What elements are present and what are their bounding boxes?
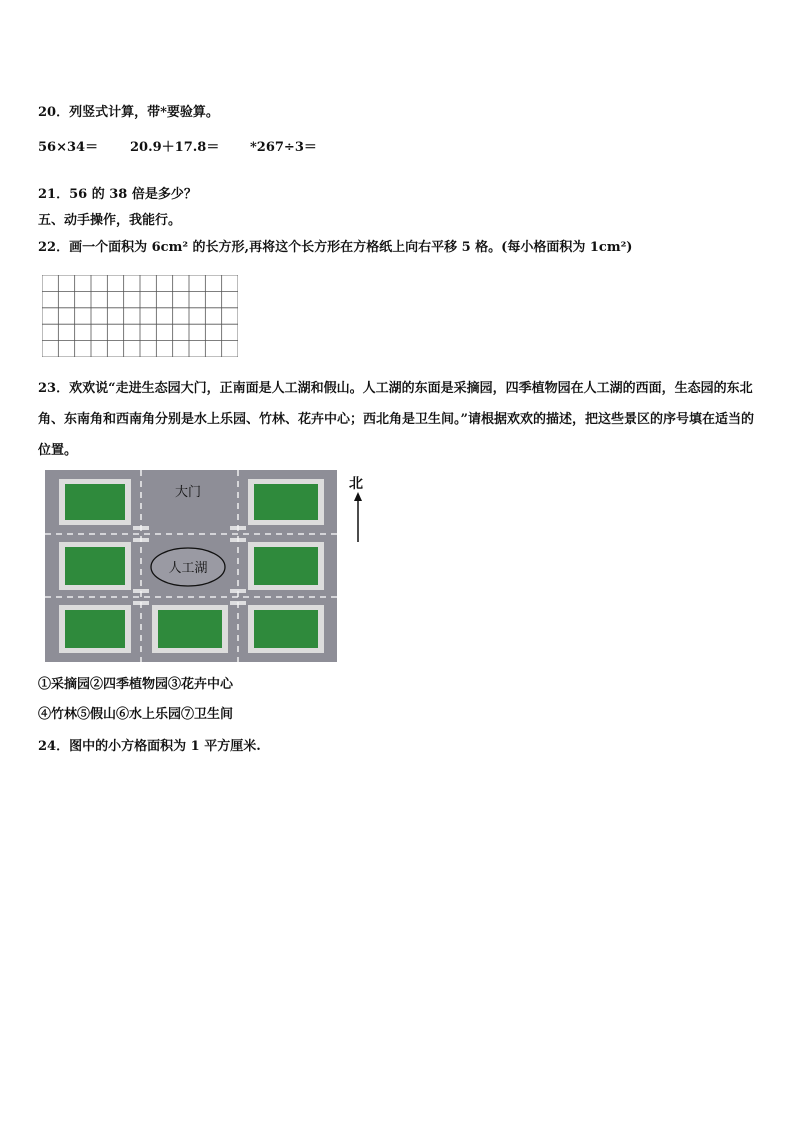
q23-options-line1: ①采摘园②四季植物园③花卉中心 <box>38 677 234 692</box>
q20-item-1: 56×34＝ <box>38 140 99 155</box>
q23-options-line2: ④竹林⑤假山⑥水上乐园⑦卫生间 <box>38 707 234 722</box>
park-map <box>45 470 337 662</box>
q23-text: 23．欢欢说“走进生态园大门，正南面是人工湖和假山。人工湖的东面是采摘园，四季植物园在人工湖的西面，生态园的东北角、东南角和西南角分别是水上乐园、竹林、花卉中心；西北角是卫生间。”请根据欢欢的描述，把这些景区的序号填在适当的位置。 <box>38 381 754 458</box>
lake-label: 人工湖 <box>168 561 208 576</box>
q21-title: 21．56 的 38 倍是多少？ <box>38 187 197 202</box>
garden-block-nw <box>59 479 131 525</box>
q20-item-3: *267÷3＝ <box>250 140 317 155</box>
q24-title: 24．图中的小方格面积为 1 平方厘米. <box>38 739 261 754</box>
garden-block-se <box>248 605 324 653</box>
garden-block-s <box>152 605 228 653</box>
garden-block-w <box>59 542 131 590</box>
north-label: 北 <box>349 476 363 492</box>
q22-title: 22．画一个面积为 6cm² 的长方形,再将这个长方形在方格纸上向右平移 5 格。(每小格面积为 1cm²) <box>38 240 633 255</box>
north-arrow-icon <box>346 472 370 546</box>
section5-title: 五、动手操作，我能行。 <box>38 213 182 228</box>
q20-item-2: 20.9＋17.8＝ <box>130 140 220 155</box>
garden-block-ne <box>248 479 324 525</box>
gate-label: 大门 <box>174 485 202 500</box>
grid-paper <box>42 275 238 357</box>
garden-block-e <box>248 542 324 590</box>
garden-block-sw <box>59 605 131 653</box>
q20-title: 20．列竖式计算，带*要验算。 <box>38 105 219 120</box>
